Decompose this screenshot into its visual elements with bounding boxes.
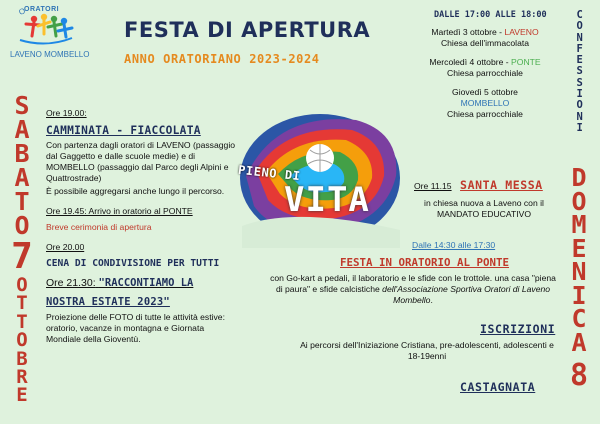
logo-text-big: VITA bbox=[284, 180, 370, 220]
confessione-day: Martedì 3 ottobre - bbox=[431, 27, 505, 37]
confessione-church: Chiesa dell'immacolata bbox=[440, 38, 530, 48]
pieno-di-vita-logo bbox=[236, 106, 404, 248]
confessione-place: MOMBELLO bbox=[460, 98, 510, 108]
confessioni-hours: DALLE 17:00 ALLE 18:00 bbox=[434, 10, 547, 20]
event-time: Ore 19.00: bbox=[46, 108, 87, 118]
event-body: Proiezione delle FOTO di tutte le attività estive: oratorio, vacanze in montagna e Giornata Mondiale della Gioventù. bbox=[46, 312, 225, 344]
event-title: CENA DI CONDIVISIONE PER TUTTI bbox=[46, 258, 220, 269]
oratori-logo bbox=[6, 6, 90, 62]
sabato-day-number: 7 bbox=[11, 236, 33, 277]
festa-title: FESTA IN ORATORIO AL PONTE bbox=[340, 256, 510, 269]
confessione-church: Chiesa parrocchiale bbox=[447, 68, 523, 78]
confessione-item bbox=[410, 27, 560, 38]
event-title: NOSTRA ESTATE 2023" bbox=[46, 296, 170, 308]
page-title: FESTA DI APERTURA bbox=[124, 18, 371, 42]
festa-time: Dalle 14:30 alle 17:30 bbox=[412, 240, 496, 250]
event-title: CAMMINATA - FIACCOLATA bbox=[46, 124, 201, 137]
sabato-events bbox=[46, 108, 236, 345]
domenica-vertical-label: D O M E N I C A bbox=[571, 163, 587, 357]
page-subtitle: ANNO ORATORIANO 2023-2024 bbox=[124, 52, 320, 66]
confessione-day: Giovedì 5 ottobre bbox=[452, 87, 518, 97]
event-body: Breve cerimonia di apertura bbox=[46, 222, 152, 232]
logo-text-top: PIENO DI bbox=[237, 162, 302, 184]
event-time: Ore 21.30: "RACCONTIAMO LA bbox=[46, 277, 194, 289]
iscrizioni-title: ISCRIZIONI bbox=[480, 322, 556, 336]
event-time-title: Ore 19.45: Arrivo in oratorio al PONTE bbox=[46, 206, 193, 216]
event-note: È possibile aggregarsi anche lungo il percorso. bbox=[46, 186, 225, 196]
event-title: "RACCONTIAMO LA bbox=[98, 277, 194, 289]
confessioni-vertical-label: C O N F E S S I O N I bbox=[576, 9, 584, 134]
logo-arc-text: ORATORI bbox=[24, 6, 60, 13]
santa-messa-heading bbox=[414, 176, 543, 194]
event-title: SANTA MESSA bbox=[460, 178, 543, 192]
sabato-month-label: O T T O B R E bbox=[16, 274, 28, 407]
confessione-item bbox=[410, 87, 560, 98]
event-time: Ore 20.00 bbox=[46, 242, 85, 252]
festa-body: con Go-kart a pedali, il laboratorio e le sfide con le trottole. una casa "piena di paura" e sfide calcistiche dell'Associazione Sportiva Oratori di Laveno Mombello. bbox=[270, 273, 556, 305]
confessione-church: Chiesa parrocchiale bbox=[447, 109, 523, 119]
event-body: Con partenza dagli oratori di LAVENO (passaggio dal Gaggetto e dalle scuole medie) e di MOMBELLO (passaggio dal Parco degli Alpini e Quattrostrade) bbox=[46, 140, 236, 183]
event-time: Ore 11.15 bbox=[414, 181, 452, 191]
iscrizioni-body: Ai percorsi dell'Iniziazione Cristiana, pre-adolescenti, adolescenti e 18-19enni bbox=[300, 340, 554, 361]
confessioni-list bbox=[410, 27, 560, 120]
confessione-item bbox=[410, 57, 560, 68]
confessione-place: LAVENO bbox=[504, 27, 539, 37]
domenica-day-number: 8 bbox=[569, 358, 589, 393]
castagnata-label: CASTAGNATA bbox=[460, 380, 536, 394]
logo-place-name: LAVENO MOMBELLO bbox=[10, 50, 90, 59]
svg-text:O: O bbox=[17, 6, 27, 17]
confessione-day: Mercoledì 4 ottobre - bbox=[429, 57, 512, 67]
sabato-vertical-label: S A B A T O bbox=[14, 91, 30, 240]
confessione-place: PONTE bbox=[511, 57, 541, 67]
santa-messa-body: in chiesa nuova a Laveno con il MANDATO EDUCATIVO bbox=[424, 198, 544, 219]
